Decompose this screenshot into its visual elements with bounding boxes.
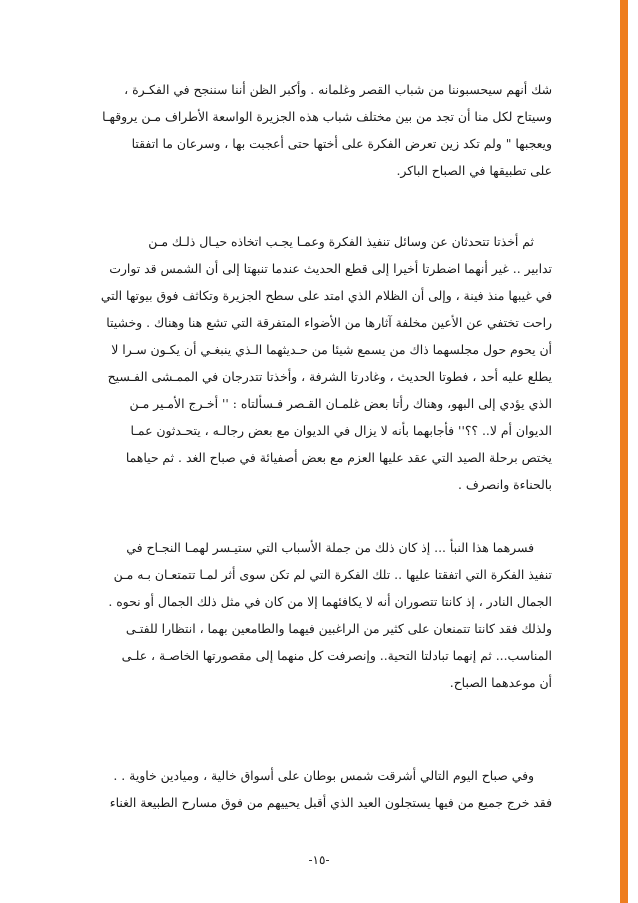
text-line: الديوان أم لا.. ؟؟'' فأجابهما بأنه لا يزال في الديوان مع بعض رجالـه ، يتحـدثون عمـا [130, 423, 552, 438]
text-line: أن موعدهما الصباح. [449, 675, 552, 690]
accent-bar [620, 0, 628, 903]
paragraph-3 [86, 534, 552, 696]
text-line: وفي صباح اليوم التالي أشرقت شمس بوطان على أسواق خالية ، وميادين خاوية . . [113, 768, 534, 783]
page-number: -١٥- [308, 853, 330, 867]
text-line: يختص برحلة الصيد التي عقد عليها العزم مع بعض أصفيائة في صباح الغد . ثم حياهما [125, 450, 552, 465]
text-line: بالحناءة وانصرف . [458, 477, 552, 492]
text-line: أن يحوم حول مجلسهما ذاك من يسمع شيئا من حـديثهما الـذي ينبغـي أن يكـون سـرا لا [111, 342, 552, 357]
text-line: الذي يؤدي إلى البهو، وهناك رأتا بعض غلمـان القـصر فـسألتاه : '' أخـرج الأمـير مـن [129, 396, 552, 411]
text-line: يطلع عليه أحد ، فطوتا الحديث ، وغادرتا الشرفة ، وأخذتا تتدرجان في الممـشى الفـسيح [107, 369, 552, 384]
text-line: تنفيذ الفكرة التي اتفقتا عليها .. تلك الفكرة التي لم تكن سوى أثر لمـا تتمتعـان بـه مـن [113, 567, 552, 582]
text-line: وسيتاح لكل منا أن تجد من بين مختلف شباب هذه الجزيرة الواسعة الأطراف مـن يروقهـا [102, 109, 552, 124]
paragraph-4 [86, 762, 552, 816]
paragraph-1 [86, 76, 552, 184]
text-line: ويعجبها " ولم تكد زين تعرض الفكرة على أختها حتى أعجبت بها ، وسرعان ما اتفقتا [131, 136, 552, 151]
text-line: فقد خرج جميع من فيها يستجلون العيد الذي أقبل يحييهم من فوق مسارح الطبيعة الغناء [109, 795, 552, 810]
text-line: شك أنهم سيحسبوننا من شباب القصر وغلمانه . وأكبر الظن أننا سننجح في الفكـرة ، [124, 82, 552, 97]
paragraph-2 [86, 228, 552, 498]
text-line: ولذلك فقد كانتا تتمنعان على كثير من الراغبين فيهما والطامعين بهما ، انتظارا للفتـى [125, 621, 552, 636]
text-line: راحت تختفي عن الأعين مخلفة آثارها من الأضواء المتفرقة التي تشع هنا وهناك . وخشيتا [106, 315, 552, 330]
text-line: المناسب... ثم إنهما تبادلتا التحية.. وإنصرفت كل منهما إلى مقصورتها الخاصـة ، علـى [121, 648, 552, 663]
text-line: تدابير .. غير أنهما اضطرتا أخيرا إلى قطع الحديث عندما تنبهتا إلى أن الشمس قد توارت [109, 261, 552, 276]
text-line: الجمال النادر ، إذ كانتا تتصوران أنه لا يكافئهما إلا من كان في مثل ذلك الجمال أو نحوه . [108, 594, 552, 609]
text-line: ثم أخذتا تتحدثان عن وسائل تنفيذ الفكرة وعمـا يجـب اتخاذه حيـال ذلـك مـن [148, 234, 534, 249]
text-line: فسرهما هذا النبأ ... إذ كان ذلك من جملة الأسباب التي ستيـسر لهمـا النجـاح في [126, 540, 534, 555]
text-line: على تطبيقها في الصباح الباكر. [396, 163, 552, 178]
text-line: في غيبها منذ فينة ، وإلى أن الظلام الذي امتد على سطح الجزيرة وتكاثف فوق بيوتها التي [100, 288, 552, 303]
